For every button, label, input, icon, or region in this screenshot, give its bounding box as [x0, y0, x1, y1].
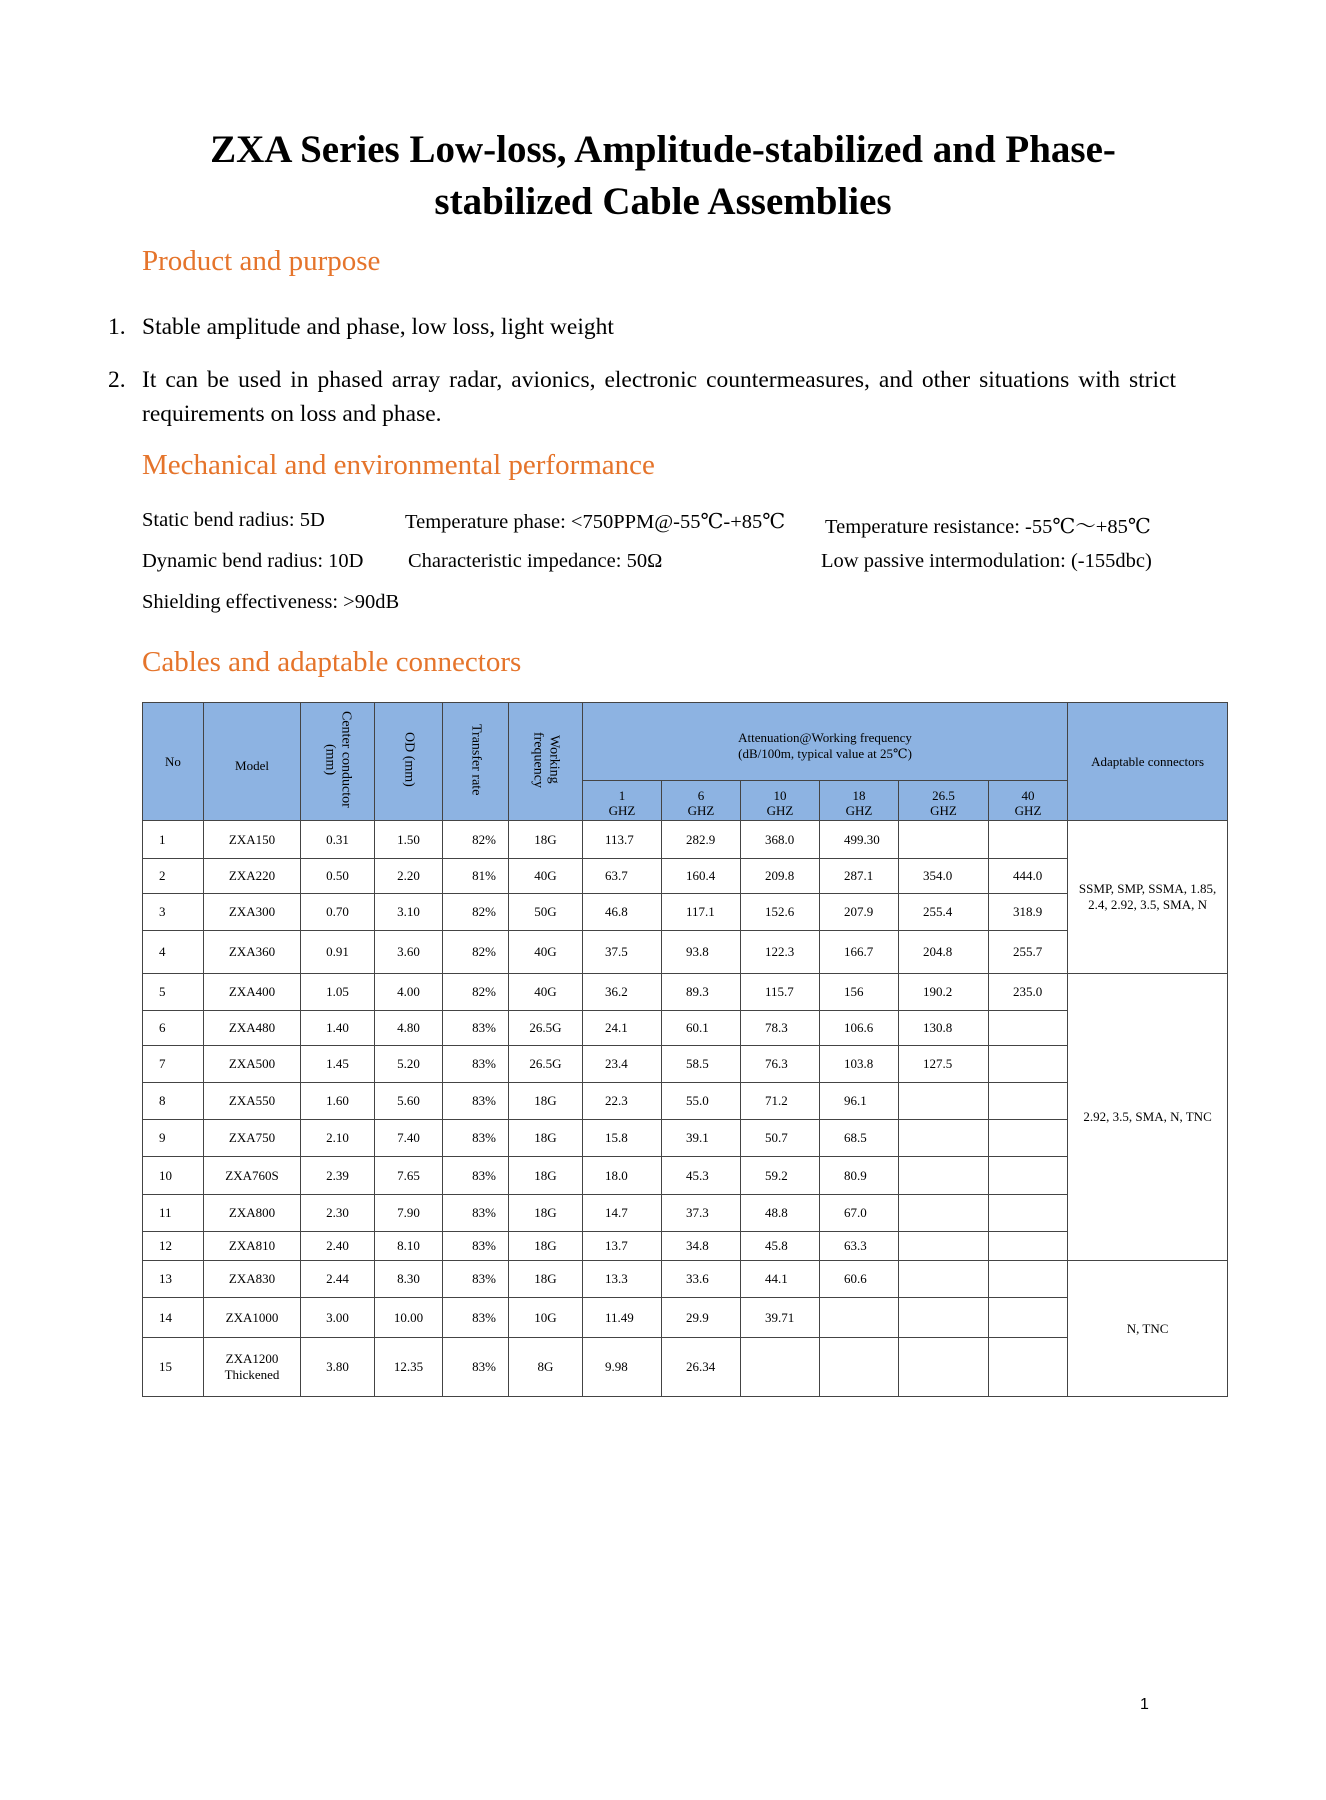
cell-center-conductor: 1.45 [301, 1046, 375, 1083]
cell-attenuation [899, 1298, 989, 1338]
cell-transfer-rate: 83% [443, 1157, 509, 1195]
cell-no: 10 [143, 1157, 204, 1195]
cell-working-frequency: 40G [509, 859, 583, 894]
cell-no: 6 [143, 1011, 204, 1046]
cell-working-frequency: 18G [509, 1157, 583, 1195]
cell-attenuation: 282.9 [662, 821, 741, 859]
cell-attenuation: 48.8 [741, 1195, 820, 1232]
cell-working-frequency: 26.5G [509, 1046, 583, 1083]
table-row [143, 1261, 1228, 1298]
cell-transfer-rate: 83% [443, 1120, 509, 1157]
col-header-od: OD (mm) [375, 703, 443, 821]
cell-attenuation [989, 1157, 1068, 1195]
attenuation-subtitle: (dB/100m, typical value at 25℃) [738, 746, 912, 761]
cell-attenuation: 14.7 [583, 1195, 662, 1232]
cell-adaptable-connectors: 2.92, 3.5, SMA, N, TNC [1068, 974, 1228, 1261]
cell-center-conductor: 2.10 [301, 1120, 375, 1157]
table-row [143, 1046, 1228, 1083]
cell-od: 4.00 [375, 974, 443, 1011]
cell-attenuation: 37.5 [583, 931, 662, 974]
cell-no: 3 [143, 894, 204, 931]
cell-transfer-rate: 82% [443, 931, 509, 974]
col-header-freq: 6 GHZ [662, 781, 741, 821]
cell-attenuation [989, 1232, 1068, 1261]
cell-attenuation: 152.6 [741, 894, 820, 931]
table-row [143, 1195, 1228, 1232]
cell-od: 12.35 [375, 1338, 443, 1397]
cell-model: ZXA220 [204, 859, 301, 894]
cell-no: 9 [143, 1120, 204, 1157]
cell-attenuation: 23.4 [583, 1046, 662, 1083]
cell-transfer-rate: 83% [443, 1195, 509, 1232]
cell-attenuation: 58.5 [662, 1046, 741, 1083]
cell-model: ZXA150 [204, 821, 301, 859]
cell-attenuation: 50.7 [741, 1120, 820, 1157]
cell-od: 7.90 [375, 1195, 443, 1232]
list-item-text: It can be used in phased array radar, avionics, electronic countermeasures, and other situations with strict requirements on loss and phase. [142, 367, 1176, 427]
cell-attenuation: 39.1 [662, 1120, 741, 1157]
cell-working-frequency: 18G [509, 1083, 583, 1120]
cell-attenuation: 96.1 [820, 1083, 899, 1120]
cell-attenuation: 204.8 [899, 931, 989, 974]
cell-attenuation: 106.6 [820, 1011, 899, 1046]
cables-table [142, 702, 1228, 1397]
cell-attenuation: 29.9 [662, 1298, 741, 1338]
cell-attenuation [989, 1083, 1068, 1120]
cell-attenuation: 207.9 [820, 894, 899, 931]
page-number: 1 [1140, 1696, 1149, 1713]
cell-attenuation: 209.8 [741, 859, 820, 894]
cell-od: 1.50 [375, 821, 443, 859]
cell-adaptable-connectors: SSMP, SMP, SSMA, 1.85, 2.4, 2.92, 3.5, SMA, N [1068, 821, 1228, 974]
spec-dynamic-bend-radius: Dynamic bend radius: 10D [142, 550, 364, 572]
cell-attenuation [989, 1261, 1068, 1298]
spec-temperature-phase: Temperature phase: <750PPM@-55℃-+85℃ [405, 511, 786, 533]
cell-no: 4 [143, 931, 204, 974]
cell-attenuation: 39.71 [741, 1298, 820, 1338]
table-row [143, 1120, 1228, 1157]
table-row [143, 1157, 1228, 1195]
col-header-connectors: Adaptable connectors [1068, 703, 1228, 821]
cell-attenuation: 36.2 [583, 974, 662, 1011]
cell-adaptable-connectors: N, TNC [1068, 1261, 1228, 1397]
cell-attenuation [741, 1338, 820, 1397]
cell-attenuation: 89.3 [662, 974, 741, 1011]
table-row [143, 894, 1228, 931]
list-item [108, 363, 1176, 431]
cell-attenuation: 255.4 [899, 894, 989, 931]
cell-working-frequency: 18G [509, 821, 583, 859]
cell-model: ZXA1200 Thickened [204, 1338, 301, 1397]
cell-attenuation: 130.8 [899, 1011, 989, 1046]
cell-attenuation: 44.1 [741, 1261, 820, 1298]
cell-no: 2 [143, 859, 204, 894]
cell-transfer-rate: 82% [443, 821, 509, 859]
cell-attenuation [899, 821, 989, 859]
spec-static-bend-radius: Static bend radius: 5D [142, 509, 325, 531]
cell-od: 3.60 [375, 931, 443, 974]
cell-attenuation [899, 1157, 989, 1195]
cell-model: ZXA800 [204, 1195, 301, 1232]
cell-no: 1 [143, 821, 204, 859]
table-row [143, 859, 1228, 894]
col-header-no: No [143, 703, 204, 821]
cell-attenuation: 287.1 [820, 859, 899, 894]
cell-model: ZXA360 [204, 931, 301, 974]
cell-attenuation: 122.3 [741, 931, 820, 974]
cell-attenuation [899, 1120, 989, 1157]
col-header-model: Model [204, 703, 301, 821]
cell-transfer-rate: 83% [443, 1298, 509, 1338]
cell-transfer-rate: 83% [443, 1338, 509, 1397]
cell-working-frequency: 8G [509, 1338, 583, 1397]
cell-attenuation [820, 1298, 899, 1338]
cell-attenuation: 115.7 [741, 974, 820, 1011]
cell-attenuation: 190.2 [899, 974, 989, 1011]
cell-no: 5 [143, 974, 204, 1011]
cell-center-conductor: 0.50 [301, 859, 375, 894]
cell-center-conductor: 2.39 [301, 1157, 375, 1195]
table-row [143, 974, 1228, 1011]
cell-no: 15 [143, 1338, 204, 1397]
cell-attenuation [989, 1298, 1068, 1338]
cell-transfer-rate: 83% [443, 1011, 509, 1046]
cell-attenuation: 45.3 [662, 1157, 741, 1195]
cell-attenuation [989, 1011, 1068, 1046]
cell-od: 3.10 [375, 894, 443, 931]
cell-attenuation: 78.3 [741, 1011, 820, 1046]
cell-od: 7.65 [375, 1157, 443, 1195]
cell-attenuation: 34.8 [662, 1232, 741, 1261]
cell-model: ZXA1000 [204, 1298, 301, 1338]
table-row [143, 1338, 1228, 1397]
cell-attenuation: 255.7 [989, 931, 1068, 974]
cell-center-conductor: 3.80 [301, 1338, 375, 1397]
cell-center-conductor: 1.60 [301, 1083, 375, 1120]
cell-center-conductor: 3.00 [301, 1298, 375, 1338]
title-line-1: ZXA Series Low-loss, Amplitude-stabilized and Phase- [210, 128, 1116, 171]
cell-attenuation: 55.0 [662, 1083, 741, 1120]
cell-od: 5.20 [375, 1046, 443, 1083]
cell-attenuation [899, 1232, 989, 1261]
document-title [150, 124, 1176, 228]
cell-center-conductor: 1.05 [301, 974, 375, 1011]
col-header-freq: 26.5 GHZ [899, 781, 989, 821]
cell-working-frequency: 10G [509, 1298, 583, 1338]
cell-attenuation: 37.3 [662, 1195, 741, 1232]
cell-no: 12 [143, 1232, 204, 1261]
spec-characteristic-impedance: Characteristic impedance: 50Ω [408, 550, 663, 572]
cell-attenuation [989, 1195, 1068, 1232]
section-heading-product: Product and purpose [142, 245, 381, 277]
cell-attenuation: 15.8 [583, 1120, 662, 1157]
cell-attenuation [899, 1338, 989, 1397]
cell-transfer-rate: 83% [443, 1083, 509, 1120]
cell-model: ZXA400 [204, 974, 301, 1011]
table-row [143, 931, 1228, 974]
cell-attenuation: 26.34 [662, 1338, 741, 1397]
cell-attenuation [989, 1338, 1068, 1397]
cell-od: 4.80 [375, 1011, 443, 1046]
cell-center-conductor: 1.40 [301, 1011, 375, 1046]
cell-attenuation: 18.0 [583, 1157, 662, 1195]
col-header-attenuation [583, 703, 1068, 781]
cell-model: ZXA550 [204, 1083, 301, 1120]
cell-working-frequency: 18G [509, 1261, 583, 1298]
cell-attenuation: 444.0 [989, 859, 1068, 894]
cell-attenuation: 68.5 [820, 1120, 899, 1157]
cell-attenuation [989, 1120, 1068, 1157]
cell-model: ZXA830 [204, 1261, 301, 1298]
cell-no: 13 [143, 1261, 204, 1298]
cell-transfer-rate: 83% [443, 1046, 509, 1083]
cell-attenuation: 59.2 [741, 1157, 820, 1195]
spec-passive-intermodulation: Low passive intermodulation: (-155dbc) [821, 550, 1152, 572]
cell-attenuation: 60.1 [662, 1011, 741, 1046]
col-header-freq: 1 GHZ [583, 781, 662, 821]
cell-transfer-rate: 83% [443, 1232, 509, 1261]
list-item-number: 2. [108, 367, 126, 393]
list-item-number: 1. [108, 314, 126, 340]
cell-attenuation: 318.9 [989, 894, 1068, 931]
cell-center-conductor: 2.30 [301, 1195, 375, 1232]
cell-attenuation: 499.30 [820, 821, 899, 859]
cell-no: 7 [143, 1046, 204, 1083]
cell-attenuation: 368.0 [741, 821, 820, 859]
cell-transfer-rate: 81% [443, 859, 509, 894]
cell-od: 2.20 [375, 859, 443, 894]
cell-working-frequency: 40G [509, 974, 583, 1011]
cell-transfer-rate: 83% [443, 1261, 509, 1298]
cell-od: 8.30 [375, 1261, 443, 1298]
cell-attenuation [820, 1338, 899, 1397]
col-header-freq: 10 GHZ [741, 781, 820, 821]
cell-attenuation [899, 1261, 989, 1298]
cell-center-conductor: 0.91 [301, 931, 375, 974]
cell-attenuation: 166.7 [820, 931, 899, 974]
cell-center-conductor: 0.70 [301, 894, 375, 931]
spec-shielding-effectiveness: Shielding effectiveness: >90dB [142, 591, 400, 613]
cell-attenuation: 76.3 [741, 1046, 820, 1083]
cell-model: ZXA810 [204, 1232, 301, 1261]
cell-attenuation [899, 1195, 989, 1232]
cell-attenuation: 13.7 [583, 1232, 662, 1261]
cell-attenuation: 9.98 [583, 1338, 662, 1397]
cell-attenuation: 24.1 [583, 1011, 662, 1046]
cell-attenuation: 22.3 [583, 1083, 662, 1120]
cell-attenuation: 45.8 [741, 1232, 820, 1261]
cell-attenuation: 354.0 [899, 859, 989, 894]
cell-working-frequency: 40G [509, 931, 583, 974]
table-row [143, 821, 1228, 859]
cell-od: 5.60 [375, 1083, 443, 1120]
cell-no: 11 [143, 1195, 204, 1232]
cell-model: ZXA480 [204, 1011, 301, 1046]
cell-attenuation: 93.8 [662, 931, 741, 974]
cell-attenuation: 63.7 [583, 859, 662, 894]
cell-center-conductor: 0.31 [301, 821, 375, 859]
cell-attenuation: 13.3 [583, 1261, 662, 1298]
cell-attenuation: 71.2 [741, 1083, 820, 1120]
col-header-transfer-rate: Transfer rate [443, 703, 509, 821]
cell-attenuation: 235.0 [989, 974, 1068, 1011]
cell-model: ZXA750 [204, 1120, 301, 1157]
table-row [143, 1298, 1228, 1338]
section-heading-mechanical: Mechanical and environmental performance [142, 449, 655, 481]
cell-od: 8.10 [375, 1232, 443, 1261]
spec-temperature-resistance: Temperature resistance: -55℃～+85℃ [825, 516, 1151, 538]
cell-center-conductor: 2.40 [301, 1232, 375, 1261]
col-header-freq: 18 GHZ [820, 781, 899, 821]
cell-attenuation: 160.4 [662, 859, 741, 894]
cell-transfer-rate: 82% [443, 894, 509, 931]
table-row [143, 1232, 1228, 1261]
title-line-2: stabilized Cable Assemblies [434, 180, 892, 223]
cell-attenuation [899, 1083, 989, 1120]
cell-working-frequency: 26.5G [509, 1011, 583, 1046]
cell-attenuation: 60.6 [820, 1261, 899, 1298]
cell-attenuation: 80.9 [820, 1157, 899, 1195]
cell-attenuation: 117.1 [662, 894, 741, 931]
cell-attenuation: 33.6 [662, 1261, 741, 1298]
cell-model: ZXA300 [204, 894, 301, 931]
cell-attenuation: 127.5 [899, 1046, 989, 1083]
table-row [143, 1011, 1228, 1046]
cell-working-frequency: 50G [509, 894, 583, 931]
col-header-freq: 40 GHZ [989, 781, 1068, 821]
cell-model: ZXA760S [204, 1157, 301, 1195]
cell-od: 10.00 [375, 1298, 443, 1338]
cell-no: 14 [143, 1298, 204, 1338]
cell-attenuation: 113.7 [583, 821, 662, 859]
cell-attenuation [989, 821, 1068, 859]
attenuation-title: Attenuation@Working frequency [738, 730, 912, 745]
cell-no: 8 [143, 1083, 204, 1120]
cell-attenuation: 11.49 [583, 1298, 662, 1338]
list-item [108, 310, 1176, 344]
cell-working-frequency: 18G [509, 1232, 583, 1261]
cell-attenuation: 103.8 [820, 1046, 899, 1083]
cell-working-frequency: 18G [509, 1120, 583, 1157]
col-header-center-conductor: Center conductor (mm) [301, 703, 375, 821]
table-row [143, 1083, 1228, 1120]
cell-od: 7.40 [375, 1120, 443, 1157]
col-header-working-frequency: Working frequency [509, 703, 583, 821]
cell-model: ZXA500 [204, 1046, 301, 1083]
cell-attenuation: 67.0 [820, 1195, 899, 1232]
cell-attenuation: 63.3 [820, 1232, 899, 1261]
cell-working-frequency: 18G [509, 1195, 583, 1232]
section-heading-cables: Cables and adaptable connectors [142, 646, 522, 678]
list-item-text: Stable amplitude and phase, low loss, light weight [142, 314, 614, 340]
cell-attenuation: 46.8 [583, 894, 662, 931]
cell-attenuation: 156 [820, 974, 899, 1011]
cell-center-conductor: 2.44 [301, 1261, 375, 1298]
cell-attenuation [989, 1046, 1068, 1083]
cell-transfer-rate: 82% [443, 974, 509, 1011]
